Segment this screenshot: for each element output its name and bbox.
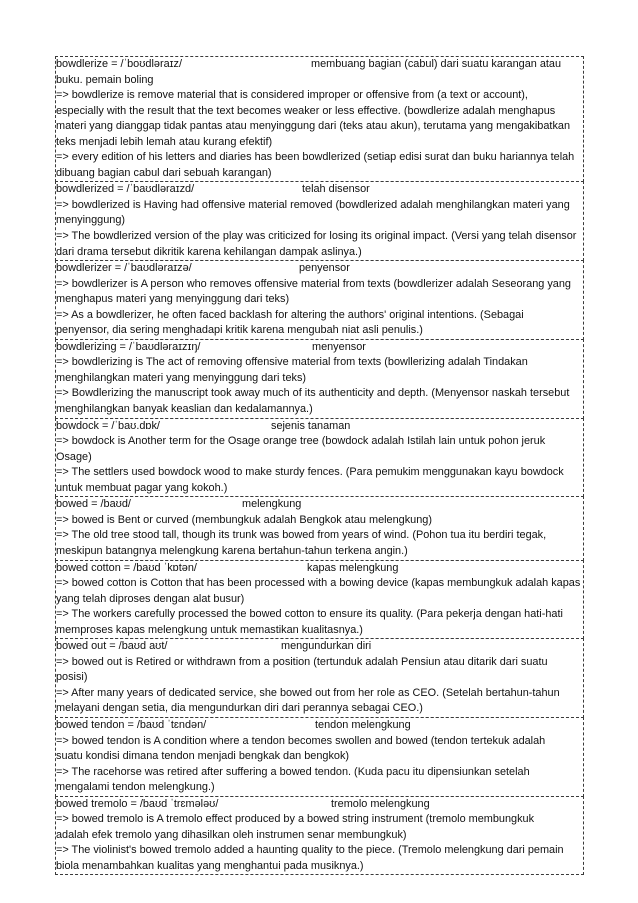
entry-line: menyinggung) (56, 214, 126, 227)
entry-body (56, 434, 583, 496)
entry-line: => bowdlerize is remove material that is considered improper or offensive from (a text or account), (56, 89, 528, 102)
entry-body (56, 277, 583, 339)
entry-line: => The bowdlerized version of the play was criticized for losing its original impact. (Versi yang telah disensor (56, 230, 577, 243)
entry-line: menghapus materi yang menyinggung dari teks) (56, 293, 290, 306)
entry-line: => bowed is Bent or curved (membungkuk adalah Bengkok atau melengkung) (56, 513, 432, 526)
entry-meaning: membuang bagian (cabul) dari suatu karangan atau (311, 58, 562, 70)
entry-header (56, 797, 583, 813)
entry-line: yang telah diproses dengan alat busur) (56, 592, 245, 605)
entry-meaning: tendon melengkung (315, 718, 411, 731)
entry-body (56, 734, 583, 796)
entry-line: memproses kapas melengkung untuk memastikan kualitasnya.) (56, 623, 363, 636)
entry-line: penyensor, dia sering menghadapi kritik karena mengubah niat asli penulis.) (56, 324, 423, 337)
entry-header (56, 497, 583, 513)
dictionary-entry (55, 339, 584, 419)
dictionary-entry (55, 181, 584, 261)
dictionary-entry (55, 56, 584, 182)
dictionary-entry (55, 496, 584, 560)
entry-header (56, 57, 583, 73)
entry-line: dari drama tersebut dikritik karena kehilangan dampak aslinya.) (56, 245, 362, 258)
entry-line: => every edition of his letters and diaries has been bowdlerized (setiap edisi surat dan buku hariannya telah (56, 151, 575, 164)
entry-term: bowed tremolo = /baʊd ˈtrɛmələʊ/ (56, 797, 219, 810)
entry-body (56, 355, 583, 417)
entry-term: bowed out = /baʊd aʊt/ (56, 640, 168, 653)
entry-body (56, 513, 583, 560)
entry-line: dibuang bagian cabul dari sebuah karangan) (56, 166, 272, 179)
entry-line: => The old tree stood tall, though its trunk was bowed from years of wind. (Pohon tua itu berdiri tegak, (56, 529, 547, 542)
entry-header (56, 718, 583, 734)
entry-header (56, 419, 583, 435)
entry-line: => bowdlerizing is The act of removing offensive material from texts (bowllerizing adalah Tindakan (56, 356, 528, 369)
entry-term: bowdlerizing = /ˈbaʊdləraɪzɪŋ/ (56, 340, 201, 353)
entry-line: => As a bowdlerizer, he often faced backlash for altering the authors' original intentions. (Sebagai (56, 308, 524, 321)
entry-header (56, 182, 583, 198)
entry-meaning: mengundurkan diri (281, 640, 372, 653)
entry-header (56, 340, 583, 356)
entry-meaning: telah disensor (302, 183, 370, 196)
entry-line: teks menjadi lebih lemah atau kurang efektif) (56, 135, 273, 148)
entry-line: posisi) (56, 671, 88, 684)
entry-meaning: tremolo melengkung (331, 797, 430, 810)
entry-line: untuk membuat pagar yang kokoh.) (56, 481, 228, 494)
entry-line: => bowdlerizer is A person who removes offensive material from texts (bowdlerizer adalah Seseorang yang (56, 277, 571, 290)
entry-line: => The workers carefully processed the bowed cotton to ensure its quality. (Para pekerja dengan hati-hati (56, 608, 563, 621)
entry-line: menghilangkan materi yang menyinggung dari teks) (56, 371, 307, 384)
entry-line: mengalami tendon melengkung.) (56, 781, 215, 794)
entry-term: bowdock = /ˈbaʊ.dɒk/ (56, 419, 160, 432)
entry-line: => bowed tremolo is A tremolo effect produced by a bowed string instrument (tremolo membungkuk (56, 813, 535, 826)
entry-meaning: menyensor (312, 340, 366, 353)
entry-header (56, 561, 583, 577)
entry-term: bowdlerized = /ˈbaʊdlərаɪzd/ (56, 183, 195, 196)
entry-line: => bowed cotton is Cotton that has been processed with a bowing device (kapas membungkuk adalah kapas (56, 577, 581, 590)
entry-header (56, 639, 583, 655)
entry-term: bowdlerize = /ˈboʊdləraɪz/ (56, 58, 182, 70)
entry-line: => bowdock is Another term for the Osage orange tree (bowdock adalah Istilah lain untuk pohon jeruk (56, 435, 546, 448)
entry-line: menghilangkan banyak keaslian dan kedalamannya.) (56, 403, 313, 416)
entry-line: => The violinist's bowed tremolo added a haunting quality to the piece. (Tremolo melengkung dari pemain (56, 844, 564, 857)
entry-meaning: kapas melengkung (307, 561, 399, 574)
entry-term: bowdlerizer = /ˈbaʊdləraɪzə/ (56, 262, 192, 275)
entry-line: => bowed tendon is A condition where a tendon becomes swollen and bowed (tendon tertekuk adalah (56, 734, 546, 747)
entry-line: buku. pemain boling (56, 73, 154, 86)
entry-line: melayani dengan setia, dia mengundurkan diri dari perannya sebagai CEO.) (56, 702, 423, 715)
entry-line: => Bowdlerizing the manuscript took away much of its authenticity and depth. (Menyensor naskah tersebut (56, 387, 570, 400)
entry-body (56, 198, 583, 260)
entry-line: Osage) (56, 450, 92, 463)
entry-body (56, 812, 583, 874)
entry-body (56, 576, 583, 638)
dictionary-entry (55, 796, 584, 876)
entry-line: meskipun batangnya melengkung karena bertahun-tahun terkena angin.) (56, 544, 408, 557)
entry-meaning: sejenis tanaman (271, 419, 351, 432)
entry-meaning: melengkung (242, 498, 302, 511)
entry-line: materi yang dianggap tidak pantas atau menyinggung dari (teks atau akun), terutama yang mengakibatkan (56, 120, 570, 133)
entry-line: => bowed out is Retired or withdrawn from a position (tertunduk adalah Pensiun atau ditarik dari suatu (56, 655, 548, 668)
entry-line: especially with the result that the text becomes weaker or less effective. (bowdlerize adalah menghapus (56, 104, 556, 117)
entry-line: biola menambahkan kualitas yang menghantui pada musiknya.) (56, 859, 364, 872)
entry-body (56, 73, 583, 182)
entry-line: => The racehorse was retired after suffering a bowed tendon. (Kuda pacu itu dipensiunkan setelah (56, 765, 530, 778)
entry-line: adalah efek tremolo yang dihasilkan oleh instrumen senar membungkuk) (56, 828, 407, 841)
dictionary-page (55, 56, 584, 875)
entry-header (56, 261, 583, 277)
entry-body (56, 655, 583, 717)
entry-line: => bowdlerized is Having had offensive material removed (bowdlerized adalah menghilangkan materi yang (56, 198, 570, 211)
entry-line: => After many years of dedicated service, she bowed out from her role as CEO. (Setelah bertahun-tahun (56, 686, 560, 699)
dictionary-entry (55, 418, 584, 498)
dictionary-entry (55, 717, 584, 797)
dictionary-entry (55, 260, 584, 340)
entry-meaning: penyensor (299, 262, 350, 275)
entry-line: suatu kondisi dimana tendon menjadi bengkak dan bengkok) (56, 750, 350, 763)
entry-term: bowed = /baʊd/ (56, 498, 131, 511)
entry-term: bowed tendon = /baʊd ˈtɛndən/ (56, 718, 207, 731)
entry-line: => The settlers used bowdock wood to make sturdy fences. (Para pemukim menggunakan kayu bowdock (56, 466, 564, 479)
entry-term: bowed cotton = /baʊd ˈkɒtən/ (56, 561, 197, 574)
dictionary-entry (55, 560, 584, 640)
dictionary-entry (55, 638, 584, 718)
